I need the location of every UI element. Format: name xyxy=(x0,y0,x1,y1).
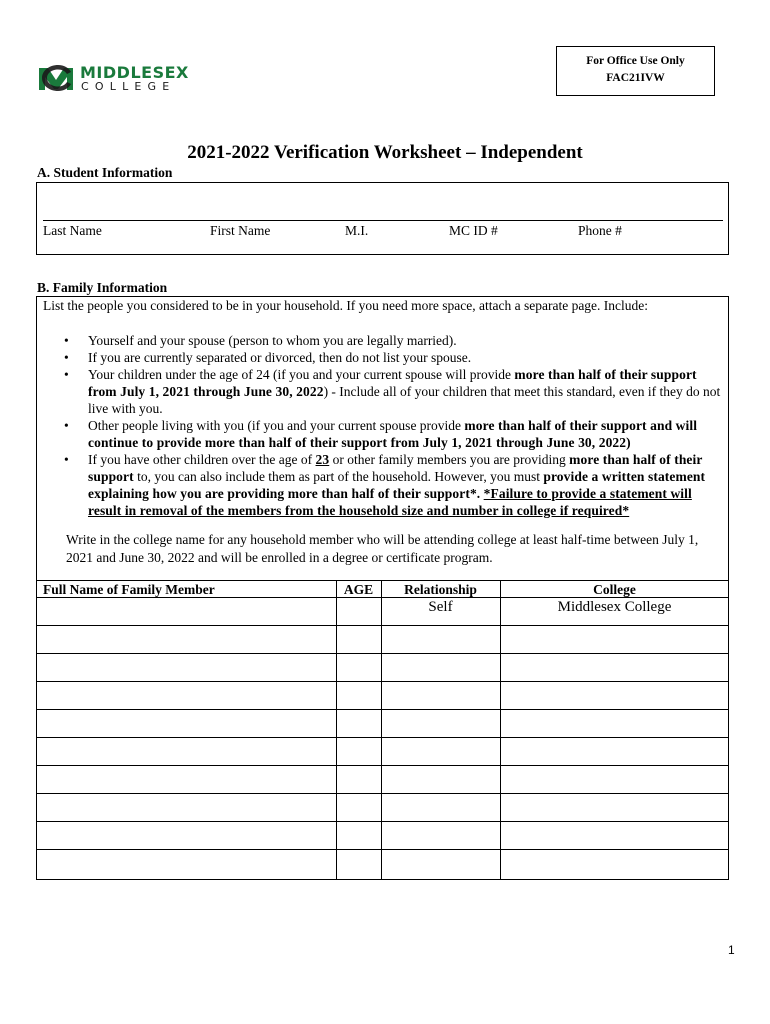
household-rule-item xyxy=(60,417,722,451)
middle-initial-label: M.I. xyxy=(345,223,369,238)
table-header-name: Full Name of Family Member xyxy=(43,582,215,597)
table-header-college: College xyxy=(593,582,636,597)
office-use-label: For Office Use Only xyxy=(586,55,685,67)
office-use-code: FAC21IVW xyxy=(606,72,665,84)
section-b-title: B. Family Information xyxy=(37,280,168,295)
office-use-box xyxy=(556,46,715,96)
table-row-border xyxy=(36,821,729,822)
household-rule-text: ) - Include all of your children that meet this standard, even if they do not live with you. xyxy=(88,384,721,416)
college-write-in-instructions: Write in the college name for any household member who will be attending college at least half-time between July 1, 2021 and June 30, 2022 and will be enrolled in a degree or certificate program. xyxy=(66,532,699,565)
household-rule-text: or other family members you are providing xyxy=(329,452,570,467)
student-info-entry-line[interactable] xyxy=(43,220,723,221)
household-rule-item xyxy=(60,366,722,417)
household-rule-text: more than half of their support and will continue to provide more than half of their support from July 1, 2021 through June 30, 2022) xyxy=(88,418,698,450)
table-header-age: AGE xyxy=(343,582,374,597)
table-bottom-border xyxy=(36,879,729,880)
phone-label: Phone # xyxy=(578,223,622,238)
household-rule-text: more than half of their support xyxy=(88,452,703,484)
table-row-border xyxy=(36,849,729,850)
section-a-title: A. Student Information xyxy=(37,165,173,180)
table-row-border xyxy=(36,625,729,626)
table-row-border xyxy=(36,765,729,766)
household-rule-text: If you are currently separated or divorced, then do not list your spouse. xyxy=(88,350,472,365)
table-cell-college[interactable]: Middlesex College xyxy=(557,599,672,615)
table-row-border xyxy=(36,653,729,654)
table-header-border xyxy=(36,597,729,598)
table-top-border xyxy=(36,580,729,581)
household-rule-item xyxy=(60,332,722,349)
table-row-border xyxy=(36,737,729,738)
household-rule-text: If you have other children over the age of xyxy=(88,452,316,467)
table-row-border xyxy=(36,793,729,794)
table-row-border xyxy=(36,681,729,682)
family-members-table xyxy=(36,580,729,880)
college-logo xyxy=(36,62,188,96)
document-title: 2021-2022 Verification Worksheet – Independent xyxy=(187,142,583,163)
household-rule-text: 23 xyxy=(315,452,330,467)
household-rule-text: Yourself and your spouse (person to whom you are legally married). xyxy=(88,333,457,348)
page-number: 1 xyxy=(728,943,735,957)
household-rule-text: *Failure to provide a statement will result in removal of the members from the household size and number in college if required* xyxy=(88,486,692,518)
mc-id-label: MC ID # xyxy=(449,223,498,238)
household-rule-text: Other people living with you (if you and your current spouse provide xyxy=(88,418,465,433)
table-header-relationship: Relationship xyxy=(404,582,477,597)
household-rule-text: Your children under the age of 24 (if you and your current spouse will provide xyxy=(88,367,515,382)
family-info-intro: List the people you considered to be in your household. If you need more space, attach a separate page. Include: xyxy=(43,298,649,313)
table-row-border xyxy=(36,709,729,710)
mc-monogram-icon xyxy=(36,62,76,94)
table-cell-relationship[interactable]: Self xyxy=(428,599,453,615)
student-info-box xyxy=(36,182,729,255)
last-name-label: Last Name xyxy=(43,223,102,238)
first-name-label: First Name xyxy=(210,223,271,238)
household-rule-text: more than half of their support from July 1, 2021 through June 30, 2022 xyxy=(88,367,697,399)
household-rule-item xyxy=(60,451,722,519)
logo-wordmark-bottom: COLLEGE xyxy=(81,80,176,93)
household-rule-text: provide a written statement explaining how you are providing more than half of their support*. xyxy=(88,469,706,501)
household-rules-list xyxy=(60,332,722,519)
household-rule-item xyxy=(60,349,722,366)
household-rule-text: to, you can also include them as part of the household. However, you must xyxy=(133,469,544,484)
logo-wordmark-top: MIDDLESEX xyxy=(80,63,189,82)
